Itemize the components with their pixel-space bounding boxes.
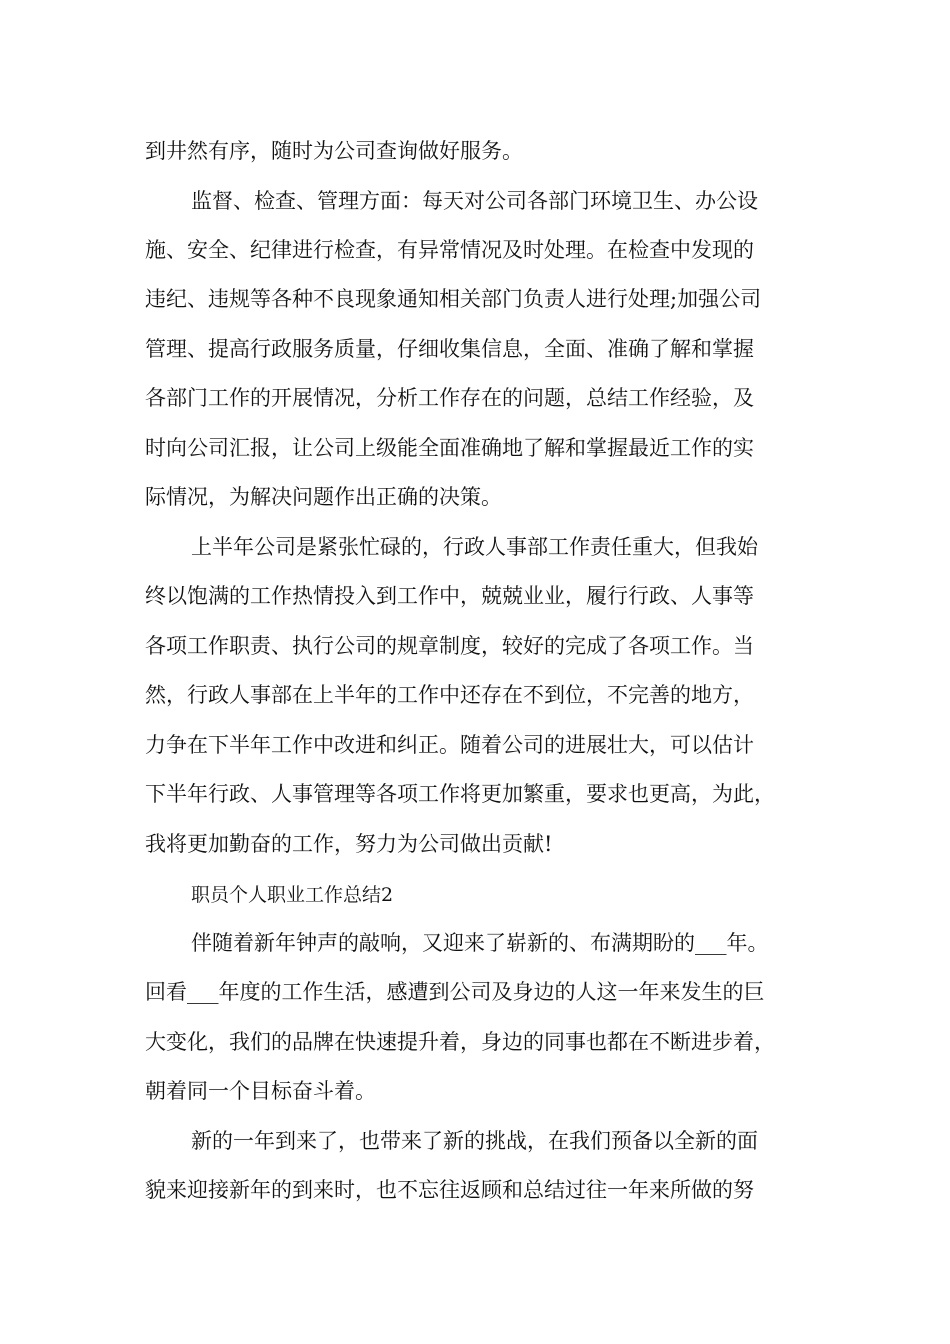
paragraph-line: 力争在下半年工作中改进和纠正。随着公司的进展壮大，可以估计 xyxy=(145,733,754,757)
paragraph-line: 新的一年到来了，也带来了新的挑战，在我们预备以全新的面 xyxy=(191,1129,758,1153)
paragraph-line: 各项工作职责、执行公司的规章制度，较好的完成了各项工作。当 xyxy=(145,634,754,658)
paragraph-line: 上半年公司是紧张忙碌的，行政人事部工作责任重大，但我始 xyxy=(191,535,758,559)
paragraph-line: 管理、提高行政服务质量，仔细收集信息，全面、准确了解和掌握 xyxy=(145,337,754,361)
paragraph-line: 时向公司汇报，让公司上级能全面准确地了解和掌握最近工作的实 xyxy=(145,436,754,460)
paragraph-line: 大变化，我们的品牌在快速提升着，身边的同事也都在不断进步着， xyxy=(145,1030,775,1054)
paragraph-line: 违纪、违规等各种不良现象通知相关部门负责人进行处理;加强公司 xyxy=(145,287,762,311)
paragraph-line: 施、安全、纪律进行检查，有异常情况及时处理。在检查中发现的 xyxy=(145,238,754,262)
paragraph-line: 朝着同一个目标奋斗着。 xyxy=(145,1079,376,1103)
paragraph-line: 各部门工作的开展情况，分析工作存在的问题，总结工作经验，及 xyxy=(145,386,754,410)
paragraph-line: 际情况，为解决问题作出正确的决策。 xyxy=(145,485,502,509)
paragraph-line: 伴随着新年钟声的敲响，又迎来了崭新的、布满期盼的___年。 xyxy=(191,931,769,955)
paragraph-line: 我将更加勤奋的工作，努力为公司做出贡献! xyxy=(145,832,553,856)
paragraph-line: 然，行政人事部在上半年的工作中还存在不到位，不完善的地方， xyxy=(145,683,754,707)
paragraph-line: 到井然有序，随时为公司查询做好服务。 xyxy=(145,139,523,163)
section-heading: 职员个人职业工作总结2 xyxy=(191,884,394,906)
paragraph-line: 下半年行政、人事管理等各项工作将更加繁重，要求也更高，为此， xyxy=(145,782,775,806)
paragraph-line: 貌来迎接新年的到来时，也不忘往返顾和总结过往一年来所做的努 xyxy=(145,1178,754,1202)
paragraph-line: 回看___年度的工作生活，感遭到公司及身边的人这一年来发生的巨 xyxy=(145,980,765,1004)
paragraph-line: 监督、检查、管理方面：每天对公司各部门环境卫生、办公设 xyxy=(191,189,758,213)
paragraph-line: 终以饱满的工作热情投入到工作中，兢兢业业，履行行政、人事等 xyxy=(145,584,754,608)
